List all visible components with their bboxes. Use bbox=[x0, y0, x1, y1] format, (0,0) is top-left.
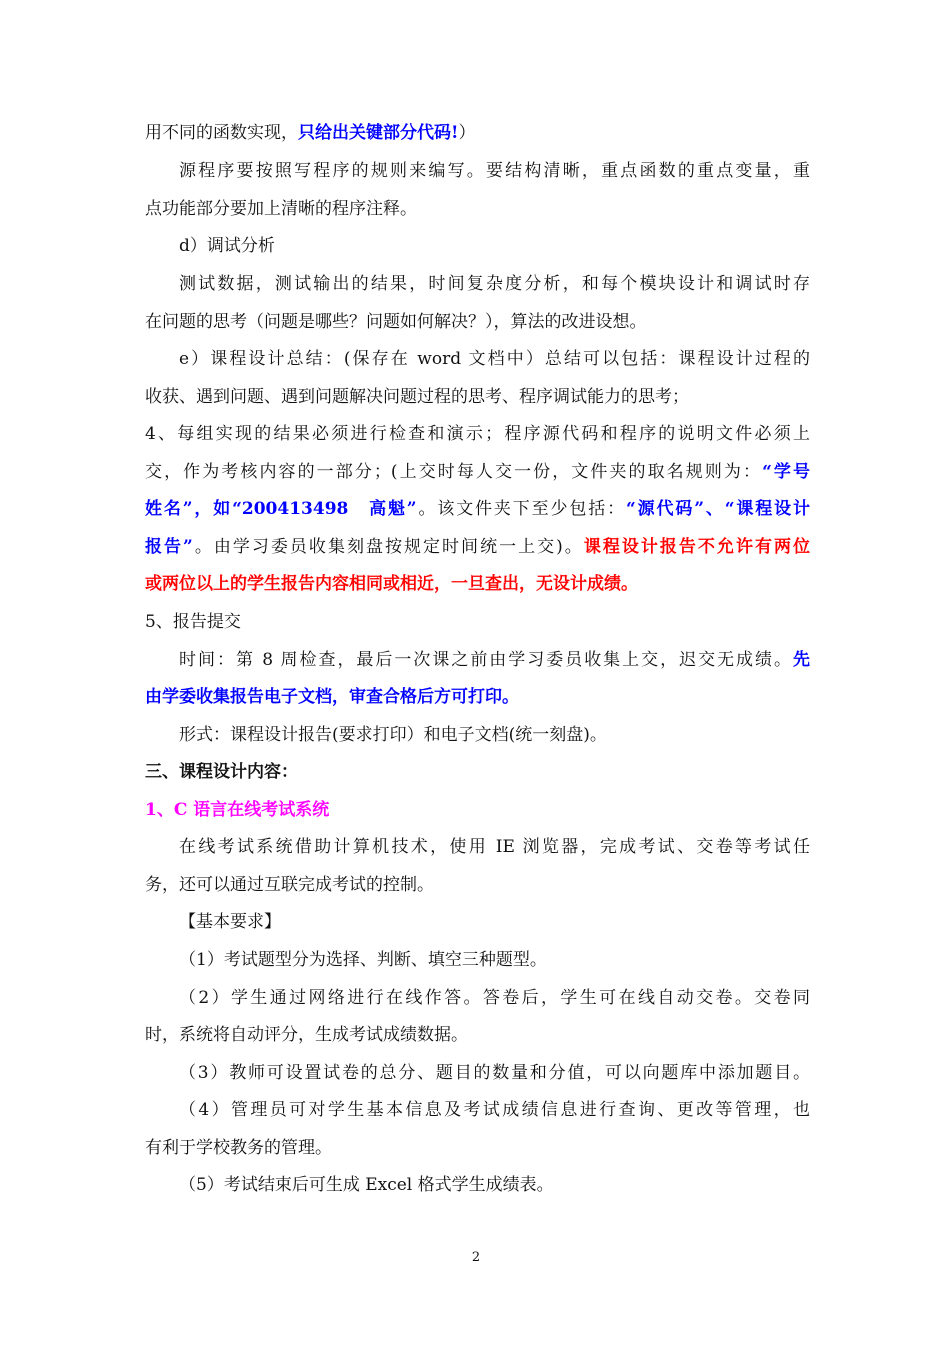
text-run: 时，系统将自动评分，生成考试成绩数据。 bbox=[145, 1025, 468, 1045]
section-heading bbox=[145, 760, 810, 784]
text-line bbox=[145, 535, 810, 559]
text-run: 源程序要按照写程序的规则来编写。要结构清晰，重点函数的重点变量，重 bbox=[179, 161, 810, 181]
text-line bbox=[179, 159, 810, 183]
text-run-emphasis: 由学委收集报告电子文档，审查合格后方可打印。 bbox=[145, 687, 519, 707]
text-run-subheading: 1、C 语言在线考试系统 bbox=[145, 800, 330, 820]
text-run: （5）考试结束后可生成 Excel 格式学生成绩表。 bbox=[179, 1175, 554, 1195]
text-run-emphasis: 先 bbox=[793, 650, 810, 670]
page-number: 2 bbox=[471, 1250, 481, 1265]
text-run: 。该文件夹下至少包括： bbox=[416, 499, 626, 519]
text-run: 5、报告提交 bbox=[145, 612, 241, 632]
text-line bbox=[179, 910, 810, 934]
text-line bbox=[179, 1061, 810, 1085]
text-run: 【基本要求】 bbox=[179, 912, 281, 932]
text-run-heading: 三、课程设计内容： bbox=[145, 762, 298, 782]
text-line bbox=[145, 497, 810, 521]
text-line bbox=[179, 648, 810, 672]
text-run: （2）学生通过网络进行在线作答。答卷后，学生可在线自动交卷。交卷同 bbox=[179, 988, 810, 1008]
text-run: 收获、遇到问题、遇到问题解决问题过程的思考、程序调试能力的思考； bbox=[145, 387, 689, 407]
text-line bbox=[179, 347, 810, 371]
text-line bbox=[179, 1173, 810, 1197]
text-line bbox=[145, 610, 810, 634]
text-line bbox=[145, 873, 810, 897]
text-line bbox=[145, 572, 810, 596]
text-run-emphasis: 只给出关键部分代码! bbox=[298, 123, 459, 143]
text-run: 在线考试系统借助计算机技术，使用 IE 浏览器，完成考试、交卷等考试任 bbox=[179, 837, 810, 857]
text-run: 4、每组实现的结果必须进行检查和演示；程序源代码和程序的说明文件必须上 bbox=[145, 424, 810, 444]
text-run: 有利于学校教务的管理。 bbox=[145, 1138, 332, 1158]
text-line bbox=[179, 234, 810, 258]
text-run-emphasis: 姓名”，如“200413498 高魁” bbox=[145, 499, 417, 519]
text-line bbox=[145, 1023, 810, 1047]
text-run-warning: 或两位以上的学生报告内容相同或相近，一旦查出，无设计成绩。 bbox=[145, 574, 638, 594]
text-run: ） bbox=[458, 123, 476, 143]
text-line bbox=[179, 948, 810, 972]
text-run-emphasis: 报告” bbox=[145, 537, 193, 557]
text-run: e）课程设计总结：(保存在 word 文档中）总结可以包括：课程设计过程的 bbox=[179, 349, 810, 369]
text-run-warning: 课程设计报告不允许有两位 bbox=[583, 537, 810, 557]
text-line bbox=[145, 422, 810, 446]
text-run: 务，还可以通过互联完成考试的控制。 bbox=[145, 875, 434, 895]
subsection-heading bbox=[145, 798, 810, 822]
text-line bbox=[145, 121, 810, 145]
text-line bbox=[145, 460, 810, 484]
text-line bbox=[179, 986, 810, 1010]
text-run: 。由学习委员收集刻盘按规定时间统一上交)。 bbox=[192, 537, 584, 557]
text-run: 形式：课程设计报告(要求打印）和电子文档(统一刻盘)。 bbox=[179, 725, 607, 745]
text-line bbox=[145, 197, 810, 221]
text-line bbox=[145, 385, 810, 409]
text-line bbox=[179, 272, 810, 296]
text-line bbox=[145, 685, 810, 709]
text-run: 点功能部分要加上清晰的程序注释。 bbox=[145, 199, 417, 219]
text-line bbox=[179, 723, 810, 747]
text-run-emphasis: “源代码”、“课程设计 bbox=[626, 499, 810, 519]
text-line bbox=[145, 310, 810, 334]
text-run: 交，作为考核内容的一部分；(上交时每人交一份，文件夹的取名规则为： bbox=[145, 462, 763, 482]
text-run: 测试数据，测试输出的结果，时间复杂度分析，和每个模块设计和调试时存 bbox=[179, 274, 810, 294]
text-run: （4）管理员可对学生基本信息及考试成绩信息进行查询、更改等管理，也 bbox=[179, 1100, 810, 1120]
text-run: d）调试分析 bbox=[179, 236, 275, 256]
text-run: 用不同的函数实现， bbox=[145, 123, 298, 143]
text-run: （1）考试题型分为选择、判断、填空三种题型。 bbox=[179, 950, 547, 970]
text-run: 在问题的思考（问题是哪些？问题如何解决？），算法的改进设想。 bbox=[145, 312, 647, 332]
text-run: （3）教师可设置试卷的总分、题目的数量和分值，可以向题库中添加题目。 bbox=[179, 1063, 810, 1083]
text-line bbox=[145, 1136, 810, 1160]
text-line bbox=[179, 835, 810, 859]
text-run: 时间：第 8 周检查，最后一次课之前由学习委员收集上交，迟交无成绩。 bbox=[179, 650, 793, 670]
text-run-emphasis: “学号 bbox=[762, 462, 810, 482]
text-line bbox=[179, 1098, 810, 1122]
